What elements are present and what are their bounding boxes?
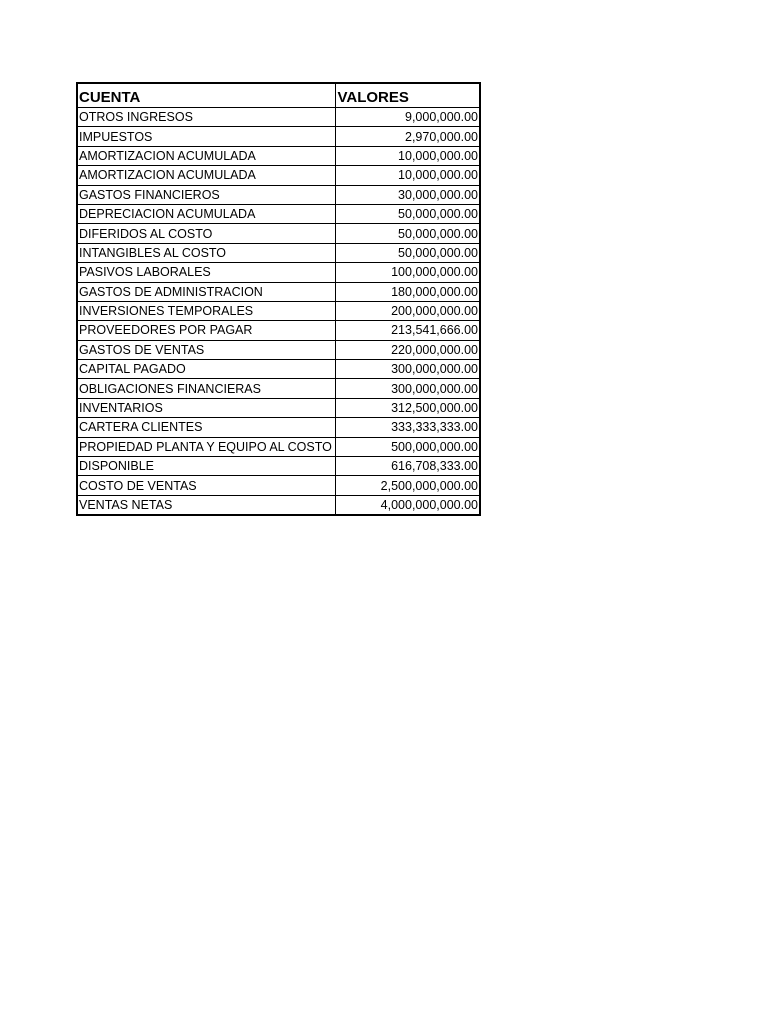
cell-cuenta[interactable]: GASTOS DE VENTAS (77, 340, 335, 359)
table-row (77, 379, 480, 398)
cell-valor[interactable]: 616,708,333.00 (335, 457, 480, 476)
cell-cuenta[interactable]: IMPUESTOS (77, 127, 335, 146)
cell-valor[interactable]: 4,000,000,000.00 (335, 495, 480, 515)
table-row (77, 185, 480, 204)
cell-cuenta[interactable]: AMORTIZACION ACUMULADA (77, 166, 335, 185)
cell-cuenta[interactable]: OBLIGACIONES FINANCIERAS (77, 379, 335, 398)
spreadsheet-area (76, 82, 481, 516)
cell-valor[interactable]: 50,000,000.00 (335, 204, 480, 223)
table-row (77, 437, 480, 456)
cell-valor[interactable]: 100,000,000.00 (335, 263, 480, 282)
cell-cuenta[interactable]: OTROS INGRESOS (77, 108, 335, 127)
table-row (77, 340, 480, 359)
table-row (77, 108, 480, 127)
table-row (77, 418, 480, 437)
table-row (77, 243, 480, 262)
table-row (77, 166, 480, 185)
cell-valor[interactable]: 312,500,000.00 (335, 398, 480, 417)
cell-cuenta[interactable]: DEPRECIACION ACUMULADA (77, 204, 335, 223)
cell-cuenta[interactable]: DISPONIBLE (77, 457, 335, 476)
header-valores[interactable]: VALORES (335, 83, 480, 108)
table-row (77, 146, 480, 165)
table-row (77, 360, 480, 379)
cell-cuenta[interactable]: VENTAS NETAS (77, 495, 335, 515)
cell-valor[interactable]: 2,970,000.00 (335, 127, 480, 146)
cell-valor[interactable]: 200,000,000.00 (335, 301, 480, 320)
cell-valor[interactable]: 300,000,000.00 (335, 360, 480, 379)
table-row (77, 282, 480, 301)
table-body (77, 108, 480, 516)
cell-cuenta[interactable]: PROVEEDORES POR PAGAR (77, 321, 335, 340)
cell-valor[interactable]: 213,541,666.00 (335, 321, 480, 340)
table-row (77, 263, 480, 282)
table-row (77, 398, 480, 417)
cell-valor[interactable]: 500,000,000.00 (335, 437, 480, 456)
cell-valor[interactable]: 10,000,000.00 (335, 166, 480, 185)
table-row (77, 457, 480, 476)
table-row (77, 204, 480, 223)
table-row (77, 476, 480, 495)
cell-cuenta[interactable]: DIFERIDOS AL COSTO (77, 224, 335, 243)
cell-valor[interactable]: 220,000,000.00 (335, 340, 480, 359)
cell-cuenta[interactable]: INTANGIBLES AL COSTO (77, 243, 335, 262)
cell-cuenta[interactable]: GASTOS FINANCIEROS (77, 185, 335, 204)
table-row (77, 224, 480, 243)
table-row (77, 301, 480, 320)
cell-cuenta[interactable]: INVERSIONES TEMPORALES (77, 301, 335, 320)
cell-valor[interactable]: 333,333,333.00 (335, 418, 480, 437)
cell-valor[interactable]: 300,000,000.00 (335, 379, 480, 398)
cell-cuenta[interactable]: PASIVOS LABORALES (77, 263, 335, 282)
cell-valor[interactable]: 2,500,000,000.00 (335, 476, 480, 495)
cell-valor[interactable]: 180,000,000.00 (335, 282, 480, 301)
accounts-table (76, 82, 481, 516)
header-cuenta[interactable]: CUENTA (77, 83, 335, 108)
cell-cuenta[interactable]: PROPIEDAD PLANTA Y EQUIPO AL COSTO (77, 437, 335, 456)
header-row (77, 83, 480, 108)
cell-valor[interactable]: 50,000,000.00 (335, 243, 480, 262)
cell-valor[interactable]: 10,000,000.00 (335, 146, 480, 165)
cell-cuenta[interactable]: COSTO DE VENTAS (77, 476, 335, 495)
cell-cuenta[interactable]: CARTERA CLIENTES (77, 418, 335, 437)
cell-valor[interactable]: 50,000,000.00 (335, 224, 480, 243)
cell-cuenta[interactable]: AMORTIZACION ACUMULADA (77, 146, 335, 165)
table-row (77, 495, 480, 515)
cell-cuenta[interactable]: INVENTARIOS (77, 398, 335, 417)
cell-valor[interactable]: 9,000,000.00 (335, 108, 480, 127)
cell-valor[interactable]: 30,000,000.00 (335, 185, 480, 204)
cell-cuenta[interactable]: GASTOS DE ADMINISTRACION (77, 282, 335, 301)
table-row (77, 321, 480, 340)
table-row (77, 127, 480, 146)
cell-cuenta[interactable]: CAPITAL PAGADO (77, 360, 335, 379)
